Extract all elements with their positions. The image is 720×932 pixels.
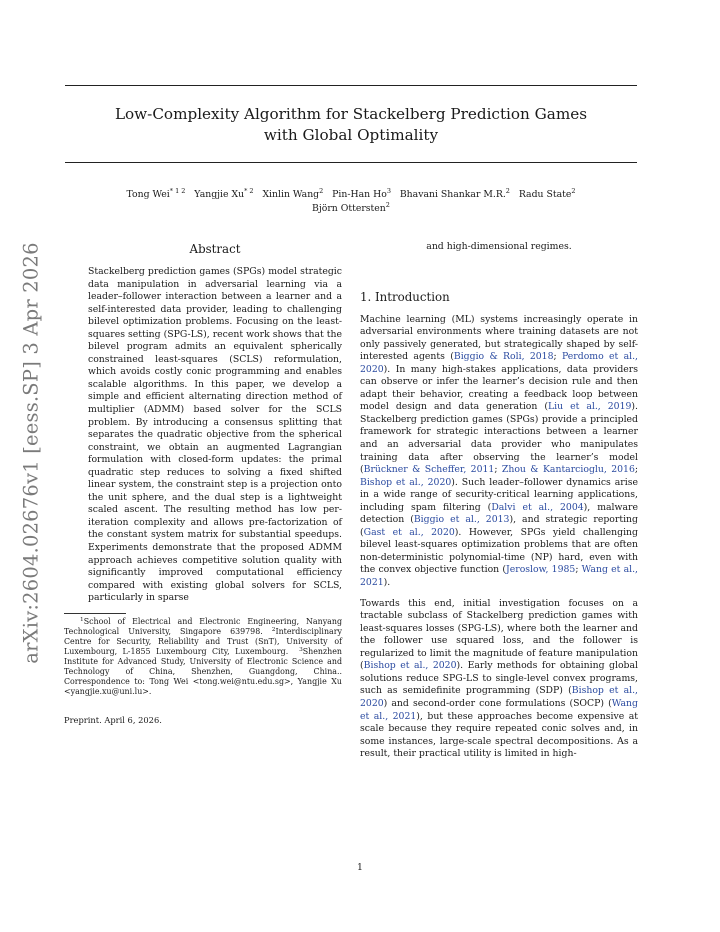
- author-line-2: [65, 202, 637, 216]
- citation-link[interactable]: Bishop et al., 2020: [363, 660, 457, 672]
- text-run: ;: [634, 464, 638, 476]
- text-run: Towards this end, initial investigation focuses on a tractable subclass of Stackelberg prediction games with least-squares losses (SPG-LS), where both the learner and the follower use squared loss, and the follower is regularized to limit the magnitude of feature manipulation (: [360, 597, 638, 672]
- text-run: ;: [553, 351, 562, 363]
- footnote-text: Shenzhen Institute for Advanced Study, University of Electronic Science and Technology of China, Shenzhen, Guangdong, China.. Correspondence to: Tong Wei <tong.wei@ntu.edu.sg>, Yangjie Xu <yangjie.xu@uni.lu>.: [64, 647, 342, 697]
- author-affiliation: 2: [571, 187, 576, 195]
- footnote-text: Interdisciplinary Centre for Security, Reliability and Trust (SnT), University of Luxembourg, L-1855 Luxembourg City, Luxembourg.: [64, 626, 342, 657]
- citation-link[interactable]: Jeroslow, 1985: [506, 564, 576, 576]
- title-line-2: with Global Optimality: [263, 126, 439, 144]
- citation-link[interactable]: Gast et al., 2020: [363, 526, 455, 538]
- text-run: ). However, SPGs yield challenging bilevel least-squares optimization problems that are often non-deterministic polynomial-time (NP) hard, even with the convex objective function (: [360, 526, 638, 576]
- footnote-marker: 1: [80, 616, 84, 623]
- text-run: ). Such leader–follower dynamics arise in a wide range of security-critical learning applications, including spam filtering (: [360, 476, 638, 513]
- text-run: ).: [383, 577, 391, 589]
- footnote-rule: [64, 613, 126, 614]
- citation-link[interactable]: Biggio & Roli, 2018: [453, 351, 554, 363]
- title-top-rule: [65, 85, 637, 86]
- author-line-1: [65, 188, 637, 202]
- footnote-marker: 3: [299, 647, 303, 654]
- footnote-marker: 2: [271, 626, 276, 633]
- text-run: ), but these approaches become expensive at scale because they require repeated conic solves and, in some instances, large-scale spectral decompositions. As a result, their practical utility is limited in high-: [360, 710, 638, 760]
- text-run: ;: [575, 564, 582, 576]
- text-run: ), malware detection (: [360, 501, 638, 526]
- author-affiliation: 2: [319, 187, 324, 195]
- author-name: Tong Wei: [126, 189, 170, 200]
- citation-link[interactable]: Bishop et al., 2020: [360, 476, 452, 488]
- author-list: [65, 188, 637, 215]
- title-bottom-rule: [65, 162, 637, 163]
- citation-link[interactable]: Wang et al., 2021: [360, 697, 638, 722]
- author-affiliation: * 2: [244, 187, 254, 195]
- text-run: ), and strategic reporting (: [360, 514, 638, 538]
- citation-link[interactable]: Zhou & Kantarcioglu, 2016: [501, 464, 635, 476]
- author-name: Bhavani Shankar M.R.: [399, 189, 506, 200]
- author-affiliation: 3: [386, 187, 391, 195]
- citation-link[interactable]: Bishop et al., 2020: [360, 685, 638, 709]
- author-name: Xinlin Wang: [262, 189, 320, 200]
- author-affiliation: 2: [385, 200, 390, 209]
- text-run: ). In many high-stakes applications, data providers can observe or infer the learner’s decision rule and then adapt their behavior, creating a feedback loop between model design and data generation (: [360, 363, 638, 413]
- intro-paragraph-2: [360, 598, 638, 761]
- page-number: 1: [357, 862, 363, 873]
- author-name: Radu State: [518, 189, 572, 200]
- left-column: [64, 241, 342, 725]
- citation-link[interactable]: Biggio et al., 2013: [413, 514, 510, 526]
- author-affiliation: * 1 2: [169, 187, 186, 195]
- text-run: ). Early methods for obtaining global solutions reduce SPG-LS to single-level convex programs, such as semidefinite programming (SDP) (: [360, 660, 639, 697]
- citation-link[interactable]: Perdomo et al., 2020: [360, 351, 638, 375]
- text-run: ;: [494, 464, 502, 476]
- text-run: ) and second-order cone formulations (SOCP) (: [383, 697, 612, 709]
- arxiv-id: arXiv:2604.02676v1 [eess.SP] 3 Apr 2026: [19, 242, 43, 664]
- citation-link[interactable]: Brückner & Scheffer, 2011: [363, 464, 495, 476]
- paper-title: [65, 104, 637, 146]
- citation-link[interactable]: Liu et al., 2019: [548, 401, 632, 413]
- text-run: Machine learning (ML) systems increasingly operate in adversarial environments where training datasets are not only passively generated, but strategically shaped by self-interested agents (: [360, 313, 638, 363]
- author-name: Pin-Han Ho: [332, 189, 387, 200]
- preprint-note: Preprint. April 6, 2026.: [64, 714, 162, 725]
- abstract-heading: Abstract: [189, 242, 241, 256]
- title-line-1: Low-Complexity Algorithm for Stackelberg Prediction Games: [114, 105, 588, 123]
- author-affiliation: 2: [505, 187, 510, 195]
- arxiv-stamp: [16, 242, 46, 664]
- text-run: ). Stackelberg prediction games (SPGs) provide a principled framework for strategic interactions between a learner and an adversarial data provider who manipulates training data after observing the learner’s model (: [360, 401, 639, 476]
- section-heading: 1. Introduction: [360, 289, 450, 304]
- right-column: [360, 241, 638, 769]
- citation-link[interactable]: Wang et al., 2021: [360, 564, 638, 589]
- author-name: Björn Ottersten: [312, 202, 386, 214]
- author-name: Yangjie Xu: [194, 189, 245, 200]
- citation-link[interactable]: Dalvi et al., 2004: [491, 501, 584, 513]
- abstract-text: Stackelberg prediction games (SPGs) model strategic data manipulation in adversarial learning via a leader–follower interaction between a learner and a self-interested data provider, leading to challenging bilevel optimization problems. Focusing on the least-squares setting (SPG-LS), recent work shows that the bilevel program admits an equivalent spherically constrained least-squares (SCLS) reformulation, which avoids costly conic programming and enables scalable algorithms. In this paper, we develop a simple and efficient alternating direction method of multiplier (ADMM) based solver for the SCLS problem. By introducing a consensus splitting that separates the quadratic objective from the spherical constraint, we obtain an augmented Lagrangian formulation with closed-form updates: the primal quadratic step reduces to solving a fixed shifted linear system, the constraint step is a projection onto the unit sphere, and the dual step is a lightweight scaled ascent. The resulting method has low per-iteration complexity and allows pre-factorization of the constant system matrix for substantial speedups. Experiments demonstrate that the proposed ADMM approach achieves competitive solution quality with significantly improved computational efficiency compared with existing global solvers for SCLS, particularly in sparse: [88, 266, 342, 604]
- abstract-continuation: and high-dimensional regimes.: [426, 241, 572, 252]
- footnote-text: School of Electrical and Electronic Engineering, Nanyang Technological University, Singapore 639798.: [64, 616, 342, 636]
- affiliations-footnote: [64, 617, 342, 698]
- intro-paragraph-1: [360, 314, 638, 590]
